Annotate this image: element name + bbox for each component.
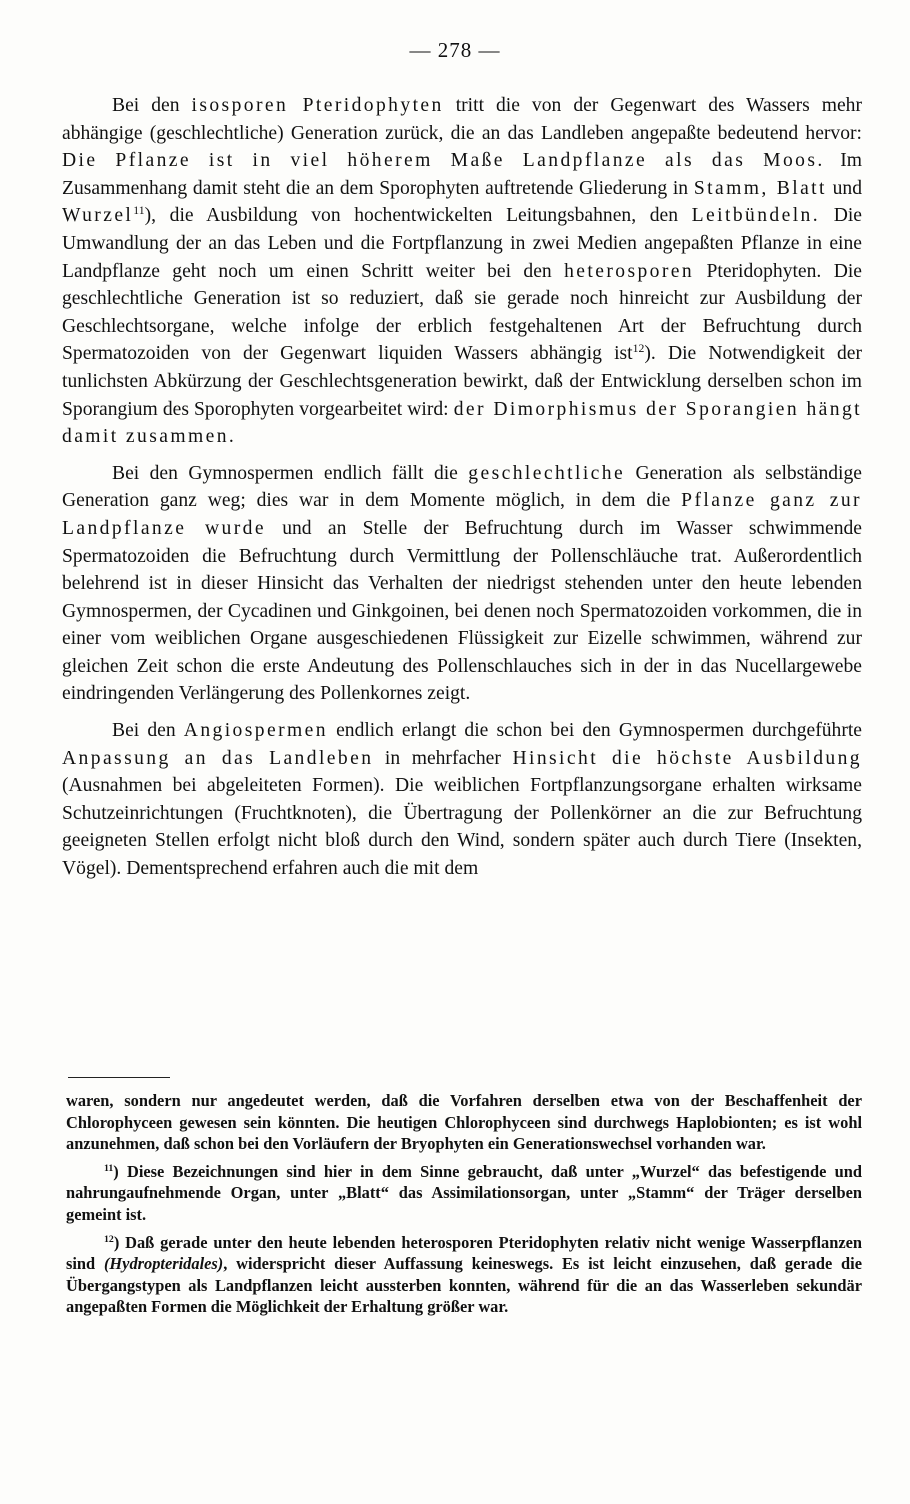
spaced-emphasis: heterosporen xyxy=(564,260,695,282)
text-run: Pteridophyten. Die geschlechtliche Generation ist so reduziert, daß sie gerade noch hinreicht zur Ausbildung der Geschlechtsorgane, welche infolge der erblich festgehaltenen Art der Befruchtung durch Spermatozoiden von der Gegenwart liquiden Wassers abhängig ist xyxy=(62,260,862,365)
footnote-11 xyxy=(66,1161,862,1226)
spaced-emphasis: Angiospermen xyxy=(183,720,328,742)
footnote-ref: 11 xyxy=(104,1162,114,1174)
text-run: und xyxy=(826,177,862,199)
text-run: Bei den xyxy=(112,720,184,742)
text-run: , widerspricht dieser Auffassung keineswegs. Es ist leicht einzusehen, daß gerade die Übergangstypen als Landpflanzen leicht aussterben konnten, während für die an das Wasserleben sekundär angepaßten Formen die Möglichkeit der Erhaltung größer war. xyxy=(66,1254,862,1317)
text-run: Die Umwandlung der an das Leben und die Fortpflanzung in zwei Medien angepaßten Pflanze in eine Landpflanze geht noch um einen Schritt weiter bei den xyxy=(62,205,862,282)
spaced-emphasis: Die Pflanze ist in viel höherem Maße Landpflanze als das Moos. xyxy=(62,150,825,172)
footnote-continuation xyxy=(66,1090,862,1155)
spaced-emphasis: Anpassung an das Landleben xyxy=(62,747,374,769)
spaced-emphasis: der Dimorphismus der Sporangien hängt damit zusammen. xyxy=(62,398,862,448)
spaced-emphasis: Leitbündeln. xyxy=(691,205,821,227)
paragraph-gymnosperms xyxy=(62,460,862,708)
text-run: Bei den xyxy=(112,95,192,116)
spaced-emphasis: geschlechtliche xyxy=(468,462,626,484)
main-text xyxy=(62,92,862,892)
footnote-ref: 11 xyxy=(133,204,145,218)
text-run: ) Daß gerade unter den heute lebenden heterosporen Pteridophyten relativ nicht wenige Wasserpflanzen sind xyxy=(66,1232,862,1274)
text-run: endlich erlangt die schon bei den Gymnospermen durchgeführte xyxy=(327,720,862,742)
footnotes xyxy=(66,1090,862,1324)
paragraph-isospore-pteridophytes xyxy=(62,92,862,451)
spaced-emphasis: Hinsicht die höchste Ausbildung xyxy=(512,747,862,769)
spaced-emphasis: Wurzel xyxy=(62,205,134,227)
footnote-divider xyxy=(68,1077,170,1078)
italic-term: (Hydropteridales) xyxy=(103,1254,224,1274)
text-run: tritt die von der Gegenwart des Wassers mehr abhängige (geschlechtliche) Generation zurück, die an das Landleben angepaßte bedeutend hervor: xyxy=(62,95,862,144)
text-run: Im Zusammenhang damit steht die an dem Sporophyten auftretende Gliederung in xyxy=(62,150,862,199)
text-run: (Ausnahmen bei abgeleiteten Formen). Die weiblichen Fortpflanzungsorgane erhalten wirksame Schutzeinrichtungen (Fruchtknoten), die Übertragung der Pollenkörner an die zur Befruchtung geeigneten Stellen erfolgt nicht bloß durch den Wind, sondern später auch durch Tiere (Insekten, Vögel). Dementsprechend erfahren auch die mit dem xyxy=(62,775,862,880)
spaced-emphasis: Stamm, Blatt xyxy=(693,177,827,199)
text-run: waren, sondern nur angedeutet werden, daß die Vorfahren derselben etwa von der Beschaffenheit der Chlorophyceen gewesen sein könnten. Die heutigen Chlorophyceen sind durchwegs Haplobionten; es ist wohl anzunehmen, daß schon bei den Vorläufern der Bryophyten ein Generationswechsel vorhanden war. xyxy=(66,1091,862,1154)
text-run: und an Stelle der Befruchtung durch im Wasser schwimmende Spermatozoiden die Befruchtung durch Vermittlung der Pollenschläuche trat. Außerordentlich belehrend ist in dieser Hinsicht das Verhalten der niedrigst stehenden unter den heute lebenden Gymnospermen, der Cycadinen und Ginkgoinen, bei denen noch Spermatozoiden vorkommen, die in einer vom weiblichen Organe ausgeschiedenen Flüssigkeit zur Eizelle schwimmen, während zur gleichen Zeit schon die erste Andeutung des Pollenschlauches sich in der in das Nucellargewebe eindringenden Verlängerung des Pollenkornes zeigt. xyxy=(62,517,862,705)
page-number: — 278 — xyxy=(409,38,501,62)
text-run: Generation als selbständige Generation ganz weg; dies war in dem Momente möglich, in dem die xyxy=(62,462,862,512)
footnote-ref: 12 xyxy=(632,342,645,356)
text-run: ). Die Notwendigkeit der tunlichsten Abkürzung der Geschlechtsgeneration bewirkt, daß der Entwicklung derselben schon im Sporangium des Sporophyten vorgearbeitet wird: xyxy=(62,343,862,420)
paragraph-angiosperms xyxy=(62,717,862,883)
spaced-emphasis: isosporen Pteridophyten xyxy=(191,95,444,116)
text-run: Bei den Gymnospermen endlich fällt die xyxy=(112,462,469,484)
footnote-ref: 12 xyxy=(104,1233,114,1245)
text-run: ), die Ausbildung von hochentwickelten Leitungsbahnen, den xyxy=(144,205,692,227)
text-run: ) Diese Bezeichnungen sind hier in dem Sinne gebraucht, daß unter „Wurzel“ das befestigende und nahrungaufnehmende Organ, unter „Blatt“ das Assimilationsorgan, unter „Stamm“ der Träger derselben gemeint ist. xyxy=(66,1161,862,1224)
spaced-emphasis: Pflanze ganz zur Landpflanze wurde xyxy=(62,490,862,539)
text-run: in mehrfacher xyxy=(373,747,513,769)
footnote-12 xyxy=(66,1232,862,1318)
